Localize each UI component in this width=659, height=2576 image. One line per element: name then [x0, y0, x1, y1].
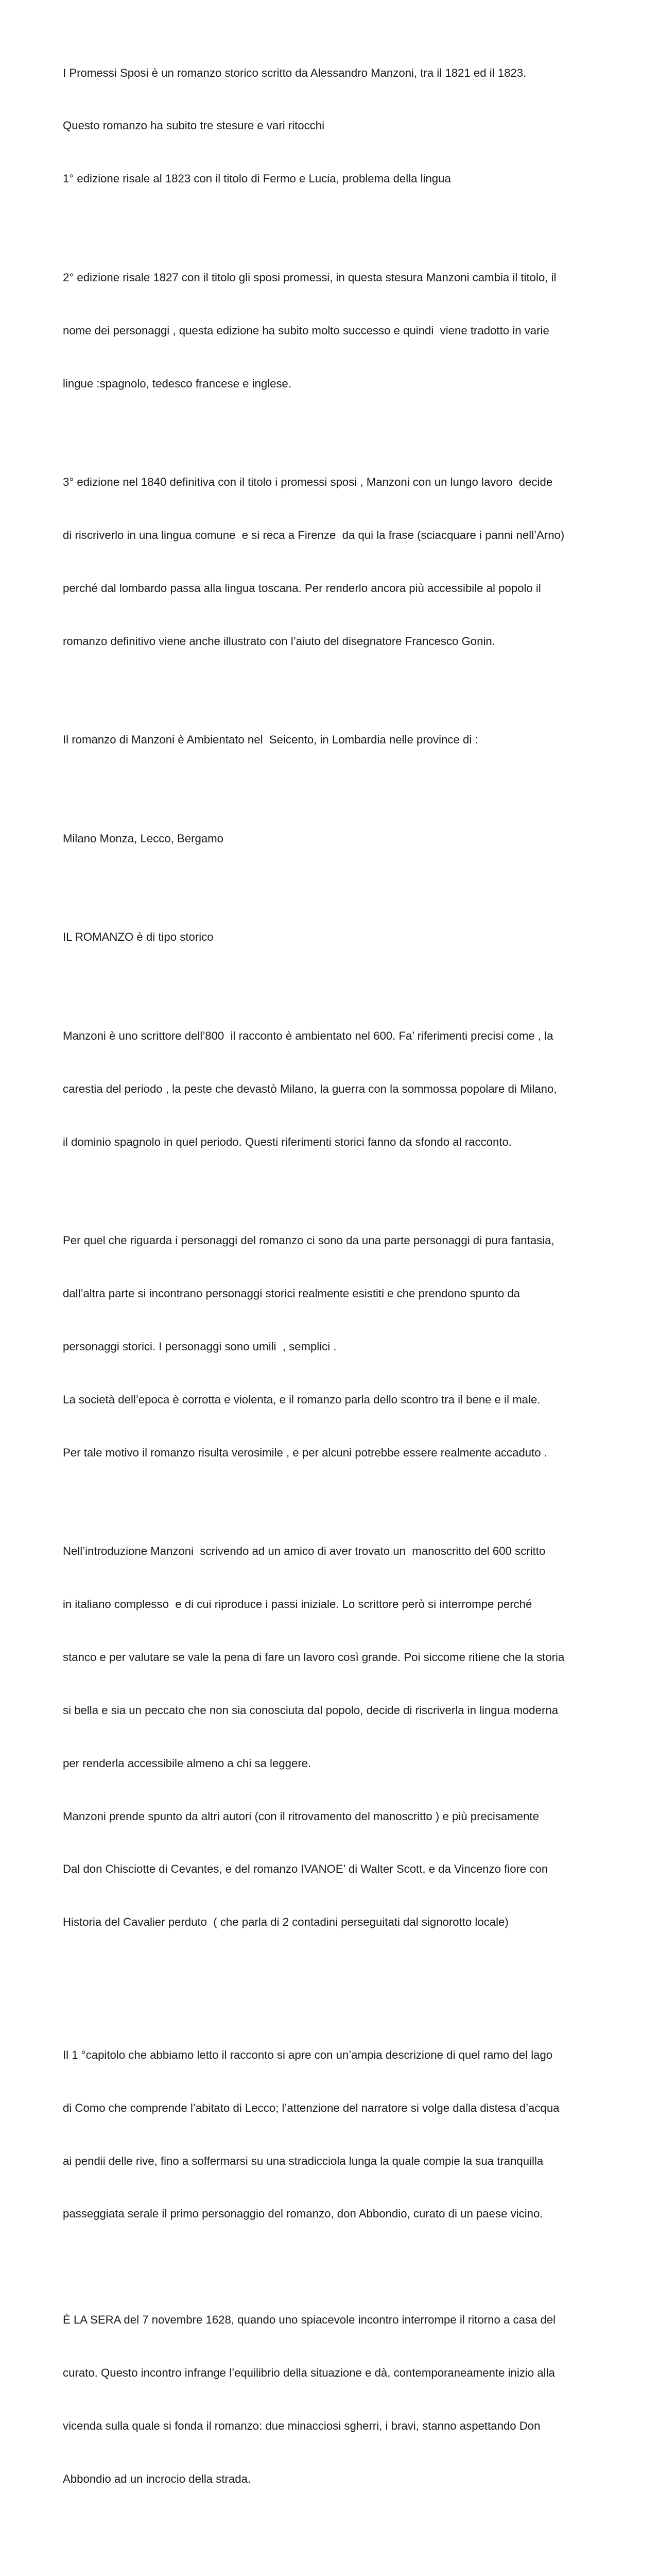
genre-paragraph	[63, 893, 609, 981]
characters-paragraph	[63, 1196, 609, 1497]
text-line: Per quel che riguarda i personaggi del romanzo ci sono da una parte personaggi di pura fantasia,	[63, 1234, 554, 1247]
text-line: di Como che comprende l’abitato di Lecco; l’attenzione del narratore si volge dalla distesa d’acqua	[63, 2101, 560, 2114]
text-line: 3° edizione nel 1840 definitiva con il titolo i promessi sposi , Manzoni con un lungo lavoro decide	[63, 476, 553, 489]
text-line: dall’altra parte si incontrano personaggi storici realmente esistiti e che prendono spunto da	[63, 1286, 521, 1300]
evening-paragraph	[63, 2276, 609, 2523]
text-line: il dominio spagnolo in quel periodo. Questi riferimenti storici fanno da sfondo al racconto.	[63, 1135, 512, 1148]
places-paragraph	[63, 794, 609, 883]
bravi-paragraph	[63, 2540, 609, 2576]
text-line: perché dal lombardo passa alla lingua toscana. Per renderlo ancora più accessibile al popolo il	[63, 581, 541, 595]
text-line: si bella e sia un peccato che non sia conosciuta dal popolo, decide di riscriverla in lingua moderna	[63, 1703, 559, 1717]
text-line: Questo romanzo ha subito tre stesure e vari ritocchi	[63, 119, 325, 132]
document-page	[63, 29, 609, 2576]
text-line: personaggi storici. I personaggi sono umili , semplici .	[63, 1340, 337, 1353]
text-line: Manzoni è uno scrittore dell’800 il racconto è ambientato nel 600. Fa’ riferimenti precisi come , la	[63, 1029, 553, 1042]
text-line: carestia del periodo , la peste che devastò Milano, la guerra con la sommossa popolare di Milano,	[63, 1082, 557, 1095]
text-line: Nell’introduzione Manzoni scrivendo ad un amico di aver trovato un manoscritto del 600 scritto	[63, 1545, 546, 1558]
text-line: È LA SERA del 7 novembre 1628, quando uno spiacevole incontro interrompe il ritorno a casa del	[63, 2313, 556, 2326]
text-line: 2° edizione risale 1827 con il titolo gli sposi promessi, in questa stesura Manzoni cambia il titolo, il	[63, 270, 557, 284]
intro-paragraph	[63, 29, 609, 223]
text-line: Il romanzo di Manzoni è Ambientato nel Seicento, in Lombardia nelle province di :	[63, 733, 478, 747]
text-line: in italiano complesso e di cui riproduce i passi iniziale. Lo scrittore però si interrompe perché	[63, 1597, 532, 1611]
text-line: lingue :spagnolo, tedesco francese e inglese.	[63, 377, 292, 390]
text-line: di riscriverlo in una lingua comune e si reca a Firenze da qui la frase (sciacquare i panni nell’Arno)	[63, 529, 565, 542]
introduction-paragraph	[63, 1507, 609, 1967]
chapter-1-paragraph	[63, 2011, 609, 2258]
text-line: Il 1 °capitolo che abbiamo letto il racconto si apre con un’ampia descrizione di quel ramo del lago	[63, 2048, 553, 2061]
text-line: La società dell’epoca è corrotta e violenta, e il romanzo parla dello scontro tra il bene e il male.	[63, 1393, 541, 1406]
text-line: I Promessi Sposi è un romanzo storico scritto da Alessandro Manzoni, tra il 1821 ed il 1823.	[63, 66, 527, 79]
edition-3-paragraph	[63, 438, 609, 686]
setting-paragraph	[63, 696, 609, 784]
text-line: Abbondio ad un incrocio della strada.	[63, 2472, 251, 2485]
text-line: curato. Questo incontro infrange l’equilibrio della situazione e dà, contemporaneamente inizio alla	[63, 2366, 555, 2379]
text-line: IL ROMANZO è di tipo storico	[63, 930, 214, 944]
historical-paragraph	[63, 992, 609, 1186]
text-line: romanzo definitivo viene anche illustrato con l’aiuto del disegnatore Francesco Gonin.	[63, 634, 495, 648]
text-line: Dal don Chisciotte di Cevantes, e del romanzo IVANOE’ di Walter Scott, e da Vincenzo fiore con	[63, 1862, 548, 1876]
edition-2-paragraph	[63, 233, 609, 428]
text-line: per renderla accessibile almeno a chi sa leggere.	[63, 1756, 311, 1770]
text-line: ai pendii delle rive, fino a soffermarsi su una stradicciola lunga la quale compie la sua tranquilla	[63, 2154, 544, 2167]
text-line: passeggiata serale il primo personaggio del romanzo, don Abbondio, curato di un paese vicino.	[63, 2207, 543, 2221]
text-line: nome dei personaggi , questa edizione ha subito molto successo e quindi viene tradotto in varie	[63, 324, 549, 337]
text-line: stanco e per valutare se vale la pena di fare un lavoro così grande. Poi siccome ritiene che la storia	[63, 1650, 565, 1664]
text-line: Per tale motivo il romanzo risulta verosimile , e per alcuni potrebbe essere realmente accaduto .	[63, 1446, 547, 1459]
text-line: Milano Monza, Lecco, Bergamo	[63, 832, 224, 845]
text-line: Historia del Cavalier perduto ( che parla di 2 contadini perseguitati dal signorotto locale)	[63, 1916, 509, 1929]
text-line: 1° edizione risale al 1823 con il titolo di Fermo e Lucia, problema della lingua	[63, 172, 451, 185]
text-line: Manzoni prende spunto da altri autori (con il ritrovamento del manoscritto ) e più precisamente	[63, 1809, 539, 1823]
text-line: vicenda sulla quale si fonda il romanzo: due minacciosi sgherri, i bravi, stanno aspettando Don	[63, 2419, 541, 2432]
